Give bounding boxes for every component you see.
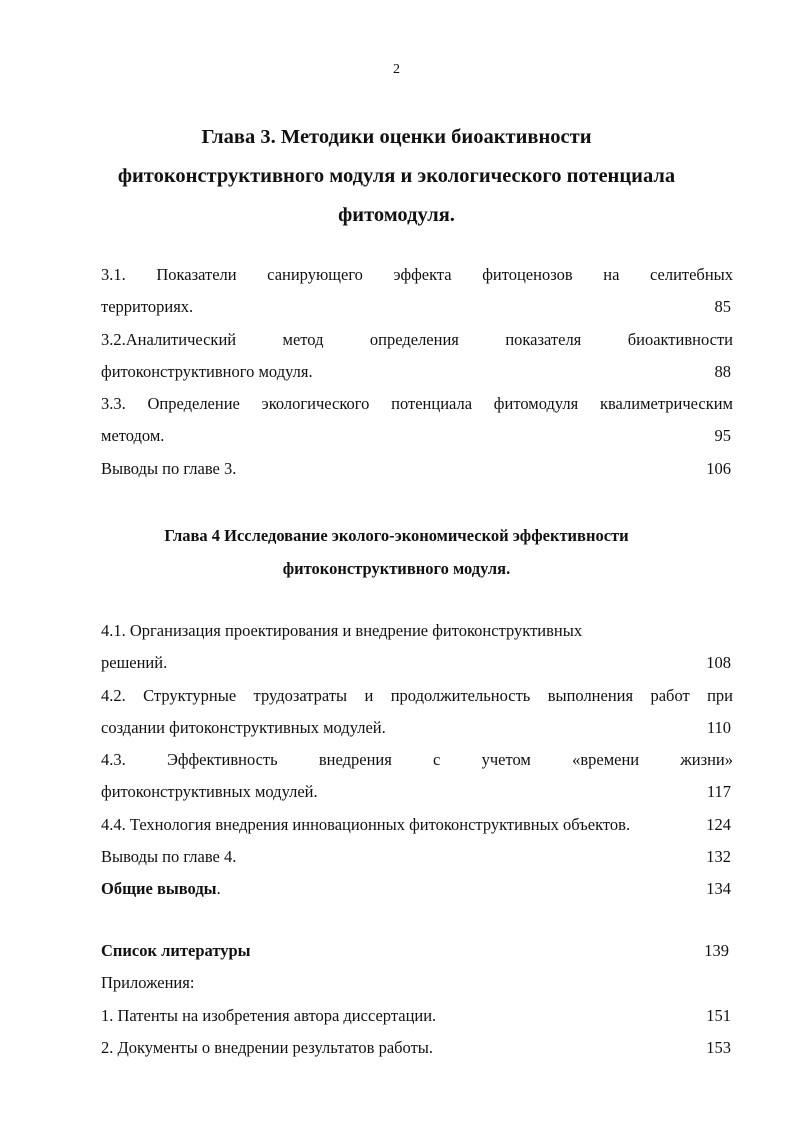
toc-item-4-2-page: 110: [706, 717, 731, 737]
toc-general-conclusions-dot: .: [216, 879, 221, 899]
toc-appendices-label: Приложения:: [101, 973, 195, 993]
toc-references-page: 139: [704, 941, 729, 960]
toc-item-4-4: [101, 809, 733, 841]
chapter4-title-line2: фитоконструктивного модуля.: [282, 559, 511, 578]
toc-references-label: Список литературы: [101, 941, 251, 960]
toc-item-3-2-page: 88: [714, 361, 731, 381]
references-toc: [101, 935, 733, 1064]
toc-conclusions-4-label: Выводы по главе 4.: [101, 847, 237, 867]
toc-item-3-1-line2: [101, 291, 733, 323]
toc-conclusions-3: [101, 453, 733, 485]
toc-item-4-3-line1: 4.3. Эффективность внедрения с учетом «времени жизни»: [101, 750, 733, 770]
toc-item-4-2-line1: 4.2. Структурные трудозатраты и продолжительность выполнения работ при: [101, 685, 733, 705]
chapter3-title-line2: фитоконструктивного модуля и экологического потенциала: [117, 165, 676, 187]
toc-item-4-2-label: создании фитоконструктивных модулей.: [101, 717, 386, 737]
toc-appendix-2-label: 2. Документы о внедрении результатов работы.: [101, 1037, 434, 1057]
toc-item-4-1-label: решений.: [101, 653, 168, 673]
toc-conclusions-4: [101, 841, 733, 873]
toc-item-3-3-line1: 3.3. Определение экологического потенциала фитомодуля квалиметрическим: [101, 394, 733, 414]
toc-general-conclusions: [101, 873, 733, 905]
toc-general-conclusions-page: 134: [706, 879, 731, 899]
toc-item-4-2-line2: [101, 712, 733, 744]
toc-item-3-1-label: территориях.: [101, 297, 194, 317]
chapter3-title-line1: Глава 3. Методики оценки биоактивности: [201, 126, 592, 148]
toc-item-3-2-line1: 3.2.Аналитический метод определения показателя биоактивности: [101, 329, 733, 349]
toc-appendix-1-label: 1. Патенты на изобретения автора диссертации.: [101, 1005, 437, 1025]
chapter4-toc: [101, 615, 733, 906]
toc-item-4-4-label: 4.4. Технология внедрения инновационных фитоконструктивных объектов.: [101, 814, 631, 834]
toc-general-conclusions-text: [101, 873, 221, 905]
toc-appendix-2-page: 153: [706, 1037, 731, 1057]
toc-item-3-3-label: методом.: [101, 426, 165, 446]
chapter3-toc: [101, 259, 733, 485]
toc-item-4-3-line2: [101, 776, 733, 808]
chapter4-title: [60, 519, 733, 585]
toc-item-3-2-line2: [101, 356, 733, 388]
toc-item-4-1-line2: [101, 647, 733, 679]
toc-references: [101, 935, 733, 967]
toc-item-4-3-page: 117: [706, 782, 731, 802]
toc-appendix-1-page: 151: [706, 1005, 731, 1025]
chapter4-title-line1: Глава 4 Исследование эколого-экономической эффективности: [164, 526, 629, 545]
toc-appendix-1: [101, 1000, 733, 1032]
toc-item-4-4-page: 124: [706, 814, 731, 834]
toc-conclusions-3-label: Выводы по главе 3.: [101, 458, 237, 478]
toc-item-3-3-page: 95: [714, 426, 731, 446]
toc-item-4-1-line1: 4.1. Организация проектирования и внедрение фитоконструктивных: [101, 621, 583, 640]
toc-item-3-3-line2: [101, 420, 733, 452]
chapter3-title-line3: фитомодуля.: [338, 204, 455, 226]
toc-item-3-1-page: 85: [714, 297, 731, 317]
toc-general-conclusions-label: Общие выводы: [101, 879, 217, 899]
toc-item-4-3-label: фитоконструктивных модулей.: [101, 782, 318, 802]
toc-item-4-1-page: 108: [706, 653, 731, 673]
toc-item-3-1-line1: 3.1. Показатели санирующего эффекта фитоценозов на селитебных: [101, 265, 733, 284]
toc-conclusions-4-page: 132: [706, 847, 731, 867]
toc-conclusions-3-page: 106: [706, 458, 731, 478]
chapter3-title: [60, 118, 733, 235]
toc-appendix-2: [101, 1032, 733, 1064]
toc-item-3-2-label: фитоконструктивного модуля.: [101, 361, 313, 381]
page-number: 2: [393, 62, 400, 77]
